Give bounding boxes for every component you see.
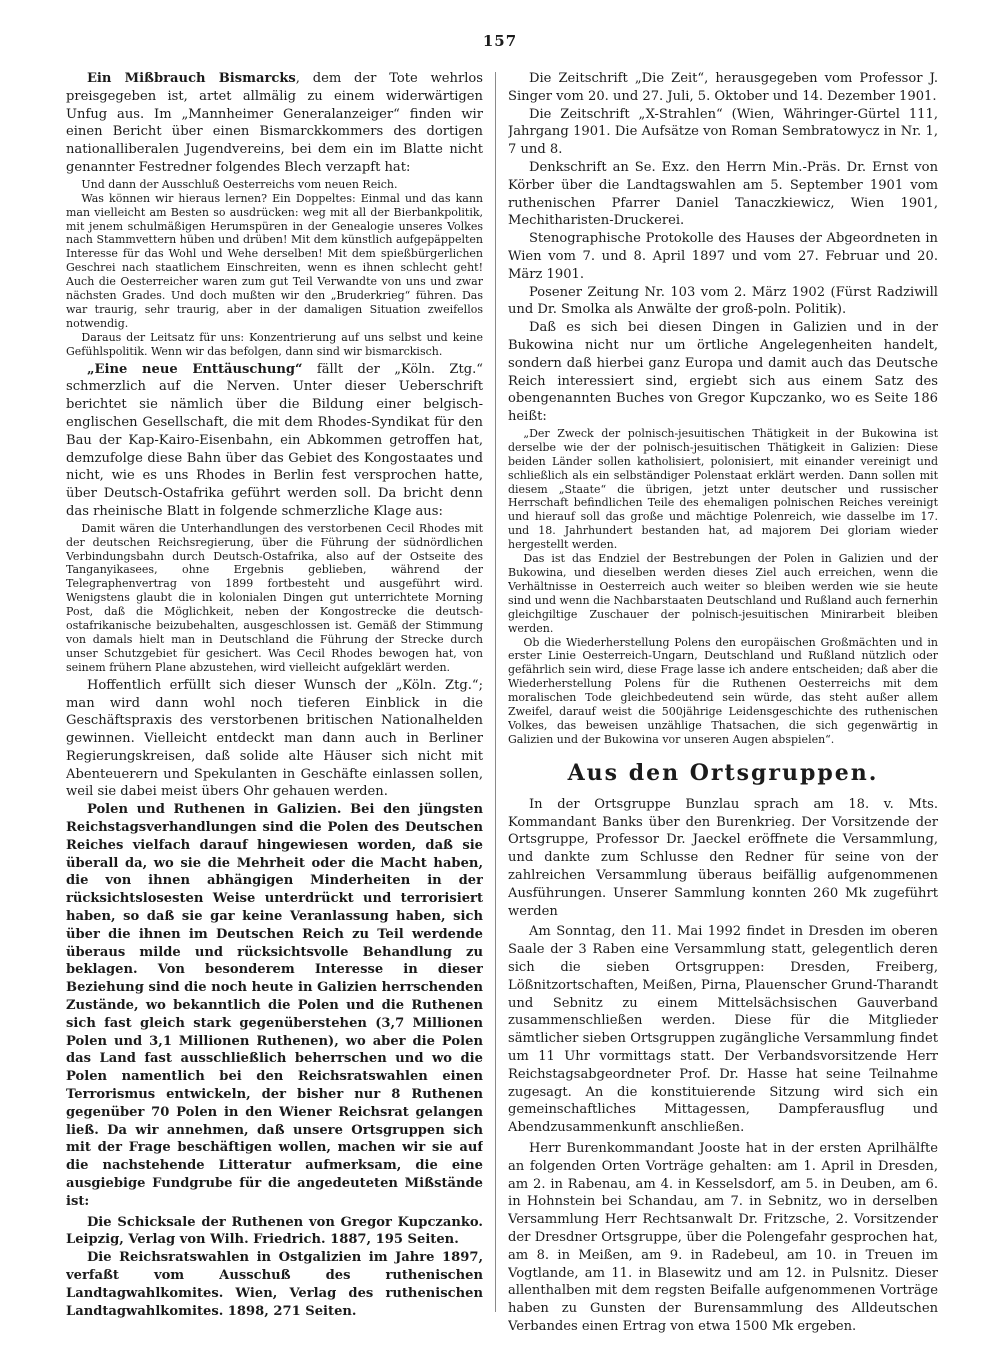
literature-item: Die Schicksale der Ruthenen von Gregor Kupczanko. Leipzig, Verlag von Wilh. Friedrich. 1887, 195 Seiten. xyxy=(66,1214,483,1248)
polen-text: Bei den jüngsten Reichstagsverhandlungen sind die Polen des Deutschen Reiches vielfach darauf hingewiesen worden, daß sie überall da, wo sie die Mehrheit oder die Macht haben, die von ihnen abhängigen Minderheiten in der rücksichtslosesten Weise unterdrückt und terrorisiert haben, so daß sie gar keine Veranlassung haben, sich über die ihnen im Deutschen Reich zu Teil werdende überaus milde und rücksichtsvolle Behandlung zu beklagen. Von besonderem Interesse in dieser Beziehung sind die noch heute in Galizien herrschenden Zustände, wo bekanntlich die Polen und die Ruthenen sich fast gleich stark gegenüberstehen (3,7 Millionen Polen und 3,1 Millionen Ruthenen), wo aber die Polen das Land fast ausschließlich beherrschen und wo die Polen namentlich bei den Reichsratswahlen einen Terrorismus entwickeln, der bisher nur 8 Ruthenen gegenüber 70 Polen in den Wiener Reichsrat gelangen ließ. Da wir annehmen, daß unsere Ortsgruppen sich mit der Frage beschäftigen wollen, machen wir sie auf die nachstehende Litteratur aufmerksam, die eine ausgiebige Fundgrube für die angedeuteten Mißstände ist: xyxy=(66,802,483,1209)
bismarck-paragraph xyxy=(66,70,483,177)
literature-item: Die Reichsratswahlen in Ostgalizien im Jahre 1897, verfaßt vom Ausschuß des ruthenischen Landtagwahlkomites. Wien, Verlag des ruthenischen Landtagwahlkomites. 1898, 271 Seiten. xyxy=(66,1250,483,1319)
enttaeuschung-end: Hoffentlich erfüllt sich dieser Wunsch der „Köln. Ztg.“; man wird dann wohl noch tieferen Einblick in die Geschäftspraxis des verstorbenen britischen Nationalhelden gewinnen. Vielleicht entdeckt man dann auch in Berliner Regierungskreisen, daß solide alte Häuser sich nicht mit Abenteuerern und Spekulanten in Geschäfte einlassen sollen, weil sie dabei meist übers Ohr gehauen werden. xyxy=(66,677,483,800)
polen-paragraph xyxy=(66,801,483,1210)
enttaeuschung-quote-block xyxy=(66,522,483,675)
enttaeuschung-paragraph xyxy=(66,361,483,521)
enttaeuschung-text: fällt der „Köln. Ztg.“ schmerzlich auf die Nerven. Unter dieser Ueberschrift berichtet sie nämlich über die Bildung einer belgisch-englischen Gesellschaft, die mit dem Rhodes-Syndikat für den Bau der Kap-Kairo-Eisenbahn, ein Abkommen getroffen hat, demzufolge diese Bahn über das Gebiet des Kongostaates und nicht, wie es uns Rhodes in Berlin fest versprochen hatte, über Deutsch-Ostafrika geführt werden soll. Da bricht denn das rheinische Blatt in folgende schmerzliche Klage aus: xyxy=(66,361,483,519)
bismarck-quote-1: Und dann der Ausschluß Oesterreichs vom neuen Reich. xyxy=(81,177,398,191)
literature-item: Die Zeitschrift „Die Zeit“, herausgegeben vom Professor J. Singer vom 20. und 27. Juli, 5. Oktober und 14. Dezember 1901. xyxy=(508,71,938,104)
bismarck-quote-2: Was können wir hieraus lernen? Ein Doppeltes: Einmal und das kann man vielleicht am Besten so ausdrücken: weg mit all der Bierbankpolitik, mit jenem schulmäßigen Herumspüren in der Genealogie unseres Volkes nach Stammvettern hüben und drüben! Mit dem künstlich aufgepäppelten Interesse für das Wohl und Wehe derselben! Mit dem spießbürgerlichen Geschrei nach staatlichem Einschreiten, wenn es ihnen schlecht geht! Auch die Oesterreicher waren zum gut Teil Verwandte von uns und zwar nächsten Grades. Und doch mußten wir den „Bruderkrieg“ führen. Das war traurig, sehr traurig, aber in der damaligen Situation zweifellos notwendig. xyxy=(66,191,483,330)
enttaeuschung-quote: Damit wären die Unterhandlungen des verstorbenen Cecil Rhodes mit der deutschen Reichsregierung, über die Führung der südnördlichen Verbindungsbahn durch Deutsch-Ostafrika, also auf der Ostseite des Tanganyikasees, ohne Ergebnis geblieben, während der Telegraphenvertrag von 1899 fortbesteht und ausgeführt wird. Wenigstens glaubt die in kolonialen Dingen gut unterrichtete Morning Post, daß die Möglichkeit, neben der Kongostrecke die deutsch-ostafrikanische beizubehalten, ausgeschlossen ist. Gemäß der Stimmung von damals hielt man in Deutschland die Führung der Strecke durch unser Schutzgebiet für gesichert. Was Cecil Rhodes bewogen hat, von seinem frühern Plane abzustehen, wird vielleicht aufgeklärt werden. xyxy=(66,521,483,674)
bukowina-quote xyxy=(508,427,938,747)
bukowina-quote-2: Das ist das Endziel der Bestrebungen der Polen in Galizien und der Bukowina, und dieselben werden dieses Ziel auch erreichen, wenn die Verhältnisse in Oesterreich auch weiter so bleiben werden wie sie heute sind und wenn die Nachbarstaaten Deutschland und Rußland auch fernerhin gleichgiltige Zuschauer der polnisch-jesuitischen Minirarbeit bleiben werden. xyxy=(508,552,938,635)
jooste-paragraph: Herr Burenkommandant Jooste hat in der ersten Aprilhälfte an folgenden Orten Vorträge gehalten: am 1. April in Dresden, am 2. in Rabenau, am 4. in Kesselsdorf, am 5. in Deuben, am 6. in Hohnstein bei Schandau, am 7. in Sebnitz, wo in derselben Versammlung Herr Rechtsanwalt Dr. Fritzsche, 2. Vorsitzender der Dresdner Ortsgruppe, über die Polengefahr gesprochen hat, am 8. in Meißen, am 9. in Radebeul, am 10. in Treuen im Vogtlande, am 11. in Blasewitz und am 12. in Pulsnitz. Dieser allenthalben mit dem regsten Beifalle aufgenommenen Vorträge haben zu Gunsten der Burensammlung des Alldeutschen Verbandes einen Ertrag von etwa 1500 Mk ergeben. xyxy=(508,1140,938,1334)
bunzlau-paragraph: In der Ortsgruppe Bunzlau sprach am 18. v. Mts. Kommandant Banks über den Burenkrieg. Der Vorsitzende der Ortsgruppe, Professor Dr. Jaeckel eröffnete die Versammlung, und dankte zum Schlusse den Redner für seine von der zahlreichen Versammlung überaus beifällig aufgenommenen Ausführungen. Unserer Sammlung konnten 260 Mk zugeführt werden xyxy=(508,796,938,919)
section-heading: Aus den Ortsgruppen. xyxy=(567,759,879,786)
left-column xyxy=(66,70,483,1320)
column-divider xyxy=(495,72,496,1312)
literature-item: Die Zeitschrift „X-Strahlen“ (Wien, Währinger-Gürtel 111, Jahrgang 1901. Die Aufsätze von Roman Sembratowycz in Nr. 1, 7 und 8. xyxy=(508,106,938,158)
bismarck-title: Ein Mißbrauch Bismarcks xyxy=(86,71,296,86)
bismarck-text: , dem der Tote wehrlos preisgegeben ist, artet allmälig zu einem widerwärtigen Unfug aus. Im „Mannheimer Generalanzeiger“ finden wir einen Bericht über einen Bismarckkommers des dortigen nationalliberalen Jugendvereins, bei dem ein im Blatte nicht genannter Festredner folgendes Blech verzapft hat: xyxy=(66,71,483,175)
dresden-paragraph: Am Sonntag, den 11. Mai 1992 findet in Dresden im oberen Saale der 3 Raben eine Versammlung statt, gelegentlich deren sich die sieben Ortsgruppen: Dresden, Freiberg, Lößnitzortschaften, Meißen, Pirna, Plauenscher Grund-Tharandt und Sebnitz zu einem Mittelsächsischen Gauverband zusammenschließen werden. Diese für die Mitglieder sämtlicher sieben Ortsgruppen zugängliche Versammlung findet um 11 Uhr vormittags statt. Der Verbandsvorsitzende Herr Reichstagsabgeordneter Prof. Dr. Hasse hat seine Teilnahme zugesagt. An die konstituierende Sitzung wird sich ein gemeinschaftliches Mittagessen, Dampferausflug und Abendzusammenkunft anschließen. xyxy=(508,924,938,1136)
right-column xyxy=(508,70,938,1336)
literature-item: Posener Zeitung Nr. 103 vom 2. März 1902 (Fürst Radziwill und Dr. Smolka als Anwälte der groß-poln. Politik). xyxy=(508,284,938,318)
polen-title: Polen und Ruthenen in Galizien. xyxy=(86,802,342,818)
bukowina-quote-3: Ob die Wiederherstellung Polens den europäischen Großmächten und in erster Linie Oesterreich-Ungarn, Deutschland und Rußland nützlich oder gefährlich sein wird, diese Frage lasse ich andere entscheiden; daß aber die Wiederherstellung Polens für die Ruthenen Oesterreichs mit dem moralischen Tode gleichbedeutend sein würde, das steht außer allem Zweifel, darauf weist die 500jährige Leidensgeschichte des ruthenischen Volkes, das beweisen unzählige Thatsachen, die sich gegenwärtig in Galizien und der Bukowina vor unseren Augen abspielen“. xyxy=(508,635,938,746)
literature-item: Stenographische Protokolle des Hauses der Abgeordneten in Wien vom 7. und 8. April 1897 und vom 27. Februar und 20. März 1901. xyxy=(508,231,938,282)
bukowina-quote-1: „Der Zweck der polnisch-jesuitischen Thätigkeit in der Bukowina ist derselbe wie der der polnisch-jesuitischen Thätigkeit in Galizien: Diese beiden Länder sollen katholisiert, polonisiert, mit einander vereinigt und schließlich als ein selbständiger Polenstaat erklärt werden. Dann sollen mit diesem „Staate“ die übrigen, jetzt unter deutscher und russischer Herrschaft befindlichen Teile des ehemaligen polnischen Reiches vereinigt und hierauf soll das große und mächtige Polenreich, wie dasselbe im 17. und 18. Jahrhundert bestanden hat, ad majorem Dei gloriam wieder hergestellt werden. xyxy=(508,426,938,552)
literature-item: Denkschrift an Se. Exz. den Herrn Min.-Präs. Dr. Ernst von Körber über die Landtagswahlen am 5. September 1901 vom ruthenischen Pfarrer Daniel Tanaczkiewicz, Wien 1901, Mechitharisten-Druckerei. xyxy=(508,159,938,229)
page-number: 157 xyxy=(482,32,518,50)
bismarck-quote-3: Daraus der Leitsatz für uns: Konzentrierung auf uns selbst und keine Gefühlspolitik. Wenn wir das befolgen, dann sind wir bismarckisch. xyxy=(66,330,483,358)
enttaeuschung-title: „Eine neue Enttäuschung“ xyxy=(86,361,303,377)
bukowina-paragraph: Daß es sich bei diesen Dingen in Galizien und in der Bukowina nicht nur um örtliche Angelegenheiten handelt, sondern daß hierbei ganz Europa und damit auch das Deutsche Reich interessiert sind, ergiebt sich aus einem Satz des obengenannten Buches von Gregor Kupczanko, wo es Seite 186 heißt: xyxy=(508,320,938,425)
bismarck-quote xyxy=(66,178,483,359)
